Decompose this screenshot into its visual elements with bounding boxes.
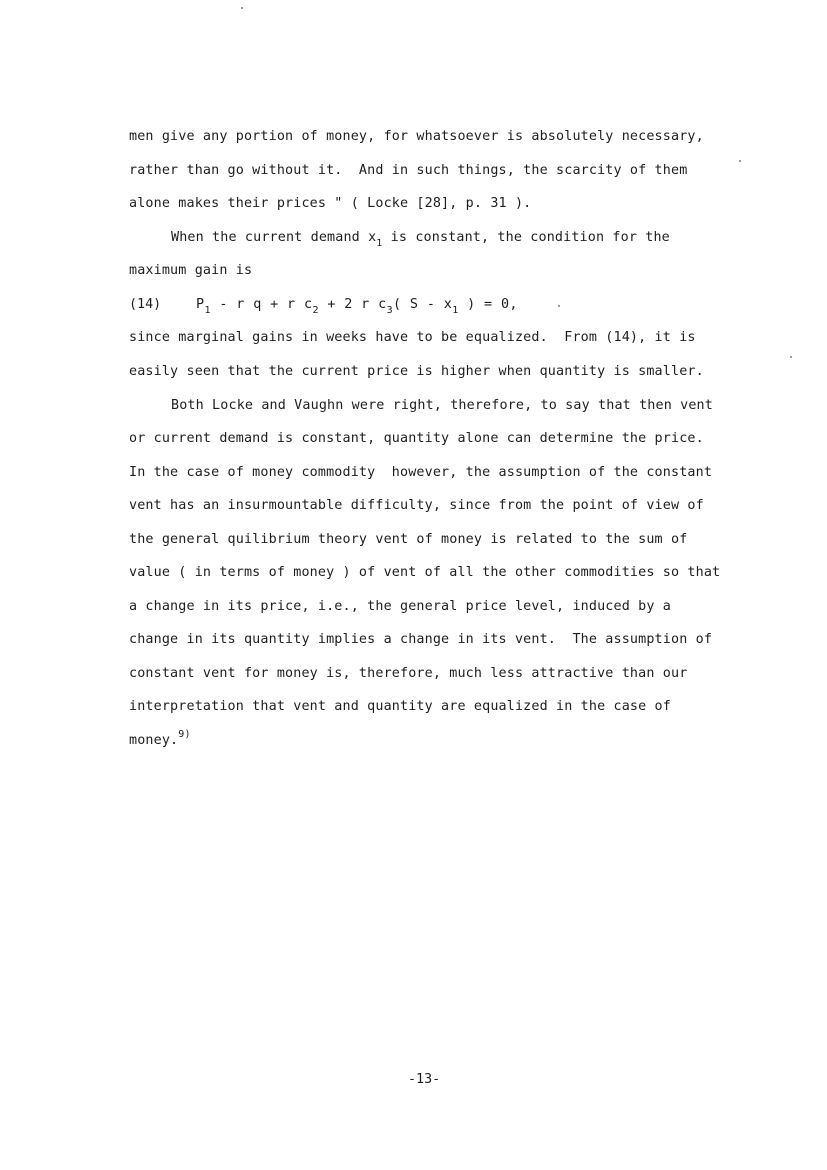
text-fragment: is constant, the condition for the	[382, 230, 670, 245]
eq-term: - r q + r c	[210, 297, 313, 312]
subscript: 1	[376, 238, 383, 249]
eq-term: ( S - x	[392, 297, 453, 312]
text-line: or current demand is constant, quantity alone can determine the price.	[129, 431, 704, 446]
text-line: alone makes their prices " ( Locke [28], p. 31 ).	[129, 196, 532, 211]
scan-speck	[790, 356, 792, 358]
scan-speck	[739, 160, 741, 162]
text-line	[171, 229, 670, 247]
text-line: interpretation that vent and quantity are equalized in the case of	[129, 699, 671, 714]
subscript: 1	[452, 305, 459, 316]
text-line: constant vent for money is, therefore, much less attractive than our	[129, 666, 688, 681]
text-line: men give any portion of money, for whatsoever is absolutely necessary,	[129, 129, 704, 144]
text-line: since marginal gains in weeks have to be equalized. From (14), it is	[129, 330, 696, 345]
equation	[196, 296, 518, 314]
text-line: a change in its price, i.e., the general price level, induced by a	[129, 599, 671, 614]
text-fragment: money.	[129, 733, 179, 748]
text-line: vent has an insurmountable difficulty, since from the point of view of	[129, 498, 704, 513]
text-line: Both Locke and Vaughn were right, therefore, to say that then vent	[171, 398, 713, 413]
subscript: 3	[386, 305, 393, 316]
eq-p: P	[196, 297, 205, 312]
text-line: value ( in terms of money ) of vent of all the other commodities so that	[129, 565, 721, 580]
scan-speck	[241, 7, 243, 9]
subscript: 2	[312, 305, 319, 316]
text-line: easily seen that the current price is higher when quantity is smaller.	[129, 364, 704, 379]
eq-term: ) = 0,	[458, 297, 518, 312]
text-line	[129, 729, 191, 750]
subscript: 1	[204, 305, 211, 316]
text-fragment: When the current demand x	[171, 230, 377, 245]
text-line: In the case of money commodity however, the assumption of the constant	[129, 465, 713, 480]
text-line: rather than go without it. And in such things, the scarcity of them	[129, 163, 688, 178]
text-line: change in its quantity implies a change in its vent. The assumption of	[129, 632, 713, 647]
text-line: maximum gain is	[129, 263, 253, 278]
page-number: -13-	[408, 1072, 441, 1087]
text-line: the general quilibrium theory vent of money is related to the sum of	[129, 532, 688, 547]
eq-term: + 2 r c	[318, 297, 387, 312]
footnote-marker: 9)	[178, 729, 191, 740]
scan-speck	[558, 305, 560, 307]
equation-label: (14)	[129, 297, 162, 312]
